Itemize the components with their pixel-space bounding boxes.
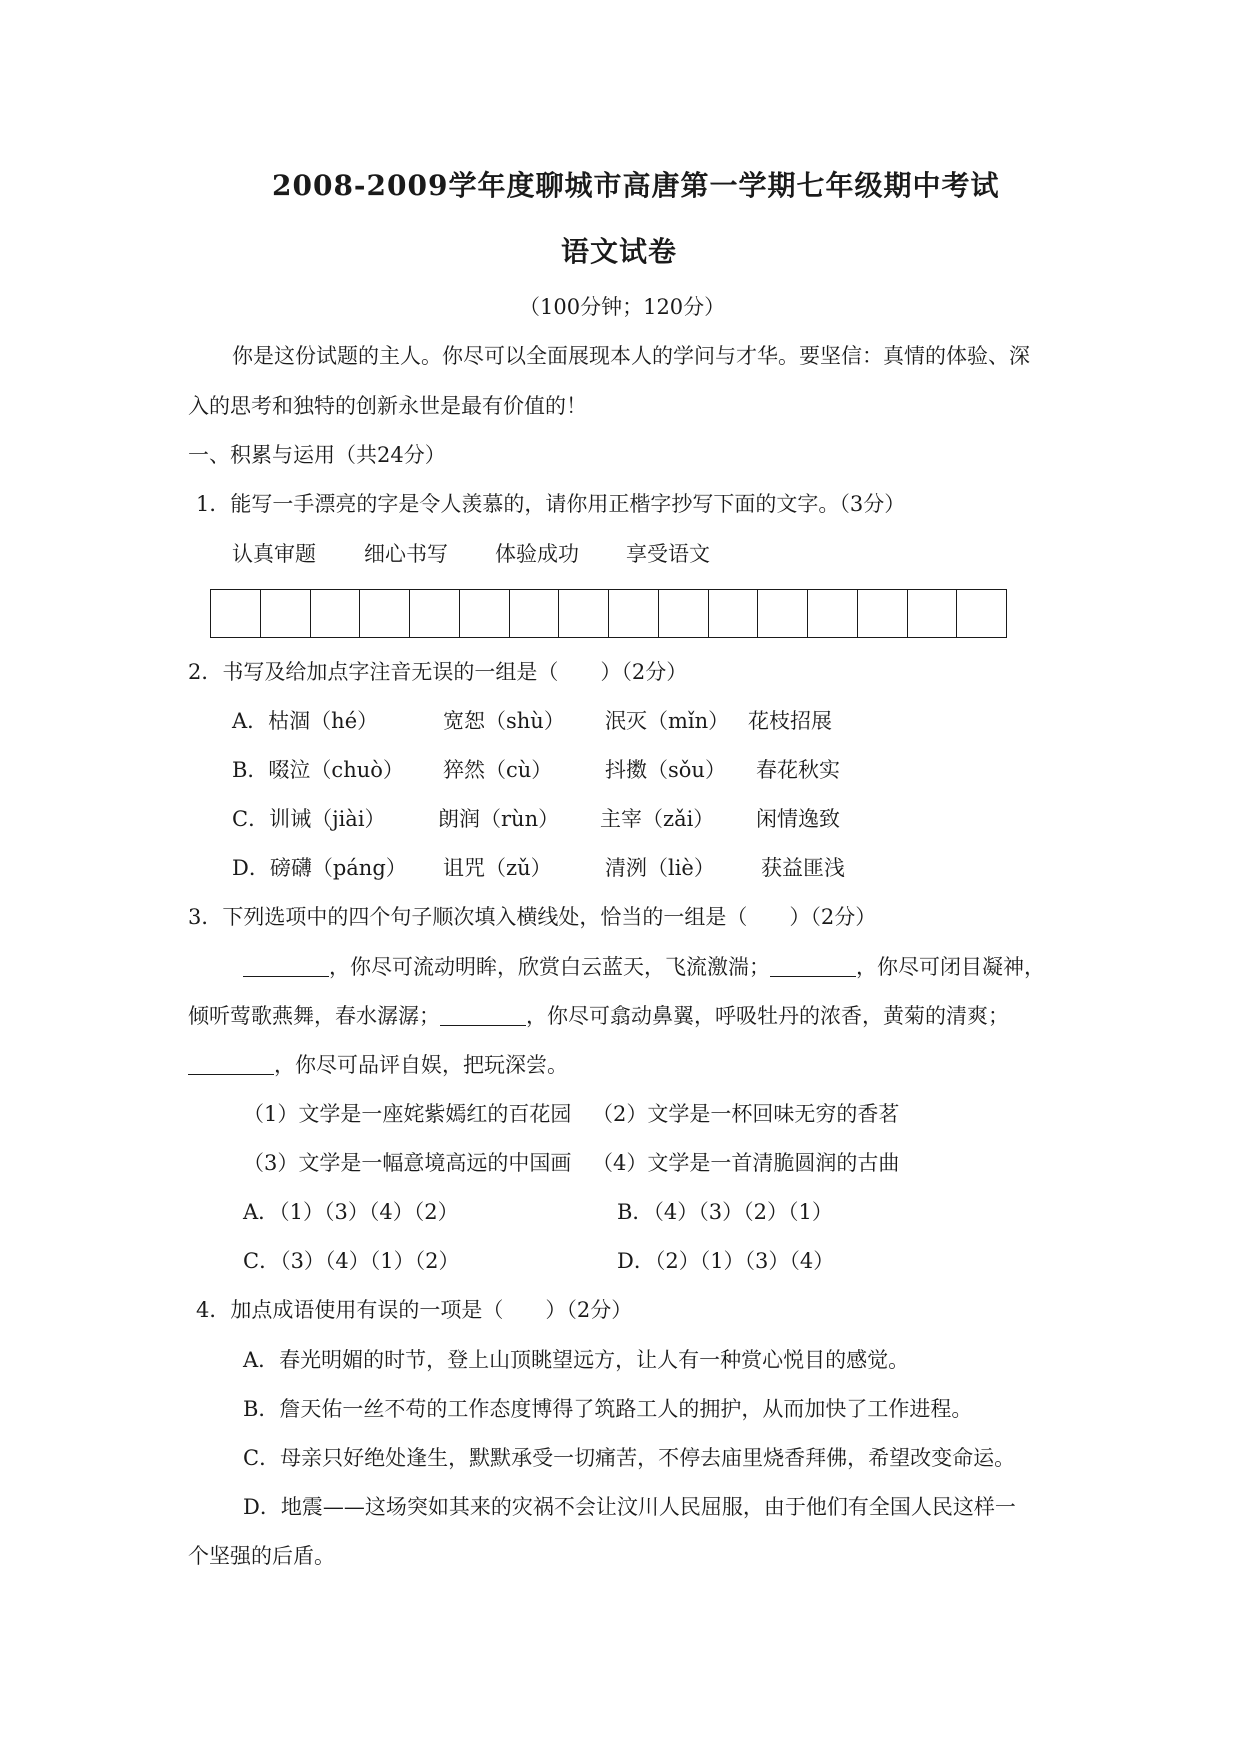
q3-sentence: （3）文学是一幅意境高远的中国画 bbox=[243, 1151, 572, 1175]
grid-cell bbox=[410, 590, 460, 637]
q4-option-d: D．地震——这场突如其来的灾祸不会让汶川人民屈服，由于他们有全国人民这样一 bbox=[243, 1495, 1016, 1519]
writing-grid bbox=[210, 589, 1007, 638]
q3-option: D．（2）（1）（3）（4） bbox=[617, 1249, 835, 1273]
grid-cell bbox=[510, 590, 560, 637]
grid-cell bbox=[709, 590, 759, 637]
q4-option-b: B．詹天佑一丝不苟的工作态度博得了筑路工人的拥护，从而加快了工作进程。 bbox=[243, 1397, 973, 1421]
fill-blank bbox=[770, 955, 856, 977]
q3-stem: 3．下列选项中的四个句子顺次填入横线处，恰当的一组是（ ）（2分） bbox=[188, 905, 877, 929]
q2-option: 闲情逸致 bbox=[756, 807, 840, 831]
exam-title: 2008-2009学年度聊城市高唐第一学期七年级期中考试 bbox=[272, 169, 1000, 202]
q2-option: A．枯涸（hé） bbox=[232, 709, 379, 733]
q1-phrase: 细心书写 bbox=[364, 542, 448, 566]
q2-option: 主宰（zǎi） bbox=[600, 807, 715, 831]
grid-cell bbox=[908, 590, 958, 637]
q3-option: C．（3）（4）（1）（2） bbox=[243, 1249, 460, 1273]
intro-line-2: 入的思考和独特的创新永世是最有价值的！ bbox=[188, 394, 587, 418]
grid-cell bbox=[808, 590, 858, 637]
q3-sentence: （4）文学是一首清脆圆润的古曲 bbox=[592, 1151, 900, 1175]
grid-cell bbox=[460, 590, 510, 637]
q4-option-a: A．春光明媚的时节，登上山顶眺望远方，让人有一种赏心悦目的感觉。 bbox=[243, 1348, 910, 1372]
q2-option: 抖擞（sǒu） bbox=[605, 758, 726, 782]
q1-stem: 1．能写一手漂亮的字是令人羡慕的，请你用正楷字抄写下面的文字。（3分） bbox=[196, 492, 906, 516]
q4-option-c: C．母亲只好绝处逢生，默默承受一切痛苦，不停去庙里烧香拜佛，希望改变命运。 bbox=[243, 1446, 1016, 1470]
grid-cell bbox=[211, 590, 261, 637]
grid-cell bbox=[360, 590, 410, 637]
q3-passage-line-2: 倾听莺歌燕舞，春水潺潺； ，你尽可翕动鼻翼，呼吸牡丹的浓香，黄菊的清爽； bbox=[188, 1004, 1009, 1028]
q2-option: 诅咒（zǔ） bbox=[443, 856, 552, 880]
q3-passage-line-3: ，你尽可品评自娱，把玩深尝。 bbox=[188, 1049, 568, 1079]
grid-cell bbox=[957, 590, 1006, 637]
grid-cell bbox=[311, 590, 361, 637]
q2-option: B．啜泣（chuò） bbox=[232, 758, 404, 782]
q3-passage-line-1: ，你尽可流动明眸，欣赏白云蓝天，飞流激湍； ，你尽可闭目凝神， bbox=[243, 951, 1045, 981]
q2-option: D．磅礴（páng） bbox=[232, 856, 407, 880]
q2-option: C．训诫（jiài） bbox=[232, 807, 386, 831]
q3-sentence: （1）文学是一座姹紫嫣红的百花园 bbox=[243, 1102, 572, 1126]
q2-option: 花枝招展 bbox=[748, 709, 832, 733]
q4-stem: 4．加点成语使用有误的一项是（ ）（2分） bbox=[196, 1298, 633, 1322]
q2-option: 清洌（liè） bbox=[605, 856, 715, 880]
intro-line-1: 你是这份试题的主人。你尽可以全面展现本人的学问与才华。要坚信：真情的体验、深 bbox=[232, 344, 1030, 368]
fill-blank bbox=[243, 955, 329, 977]
section-heading: 一、积累与运用（共24分） bbox=[188, 443, 446, 467]
grid-cell bbox=[559, 590, 609, 637]
q4-option-d-cont: 个坚强的后盾。 bbox=[188, 1544, 335, 1568]
grid-cell bbox=[858, 590, 908, 637]
q2-option: 猝然（cù） bbox=[443, 758, 553, 782]
q3-option: A．（1）（3）（4）（2） bbox=[243, 1200, 459, 1224]
q2-option: 泯灭（mǐn） bbox=[605, 709, 730, 733]
grid-cell bbox=[261, 590, 311, 637]
grid-cell bbox=[758, 590, 808, 637]
q1-phrase: 享受语文 bbox=[626, 542, 710, 566]
exam-subtitle: 语文试卷 bbox=[561, 235, 678, 268]
fill-blank bbox=[440, 1004, 526, 1026]
q3-option: B．（4）（3）（2）（1） bbox=[617, 1200, 833, 1224]
fill-blank bbox=[188, 1053, 274, 1075]
q2-option: 朗润（rùn） bbox=[438, 807, 560, 831]
q2-option: 宽恕（shù） bbox=[443, 709, 565, 733]
q1-phrase: 认真审题 bbox=[232, 542, 316, 566]
q1-phrase: 体验成功 bbox=[495, 542, 579, 566]
q2-option: 春花秋实 bbox=[756, 758, 840, 782]
time-score-note: （100分钟；120分） bbox=[519, 295, 726, 319]
grid-cell bbox=[659, 590, 709, 637]
q3-sentence: （2）文学是一杯回味无穷的香茗 bbox=[592, 1102, 900, 1126]
q2-option: 获益匪浅 bbox=[761, 856, 845, 880]
q2-stem: 2．书写及给加点字注音无误的一组是（ ）（2分） bbox=[188, 660, 688, 684]
grid-cell bbox=[609, 590, 659, 637]
